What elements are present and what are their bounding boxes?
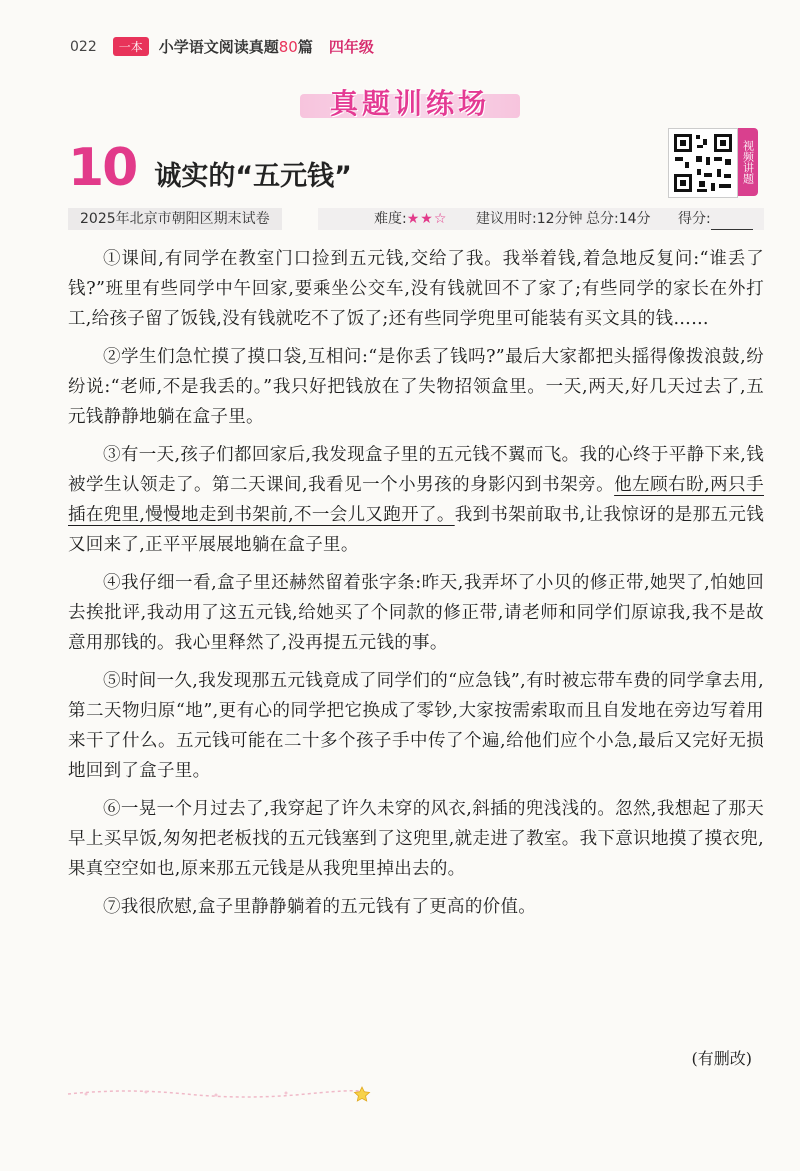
- score-label: 得分:: [678, 211, 711, 227]
- star-icon: [355, 1087, 370, 1101]
- paragraph-3-before: ③有一天,孩子们都回家后,我发现盒子里的五元钱不翼而飞。我的心终于平静下来,钱被学生认领走了。第二天课间,我看见一个小男孩的身影闪到书架旁。: [68, 445, 764, 495]
- qr-code-icon[interactable]: [668, 128, 738, 198]
- difficulty-label: 难度:: [374, 211, 407, 227]
- series-count: 80: [278, 38, 298, 56]
- paragraph-7: ⑦我很欣慰,盒子里静静躺着的五元钱有了更高的价值。: [103, 897, 537, 917]
- series-unit: 篇: [297, 38, 313, 56]
- difficulty-stars: ★★☆: [406, 211, 448, 227]
- paragraph-1: ①课间,有同学在教室门口捡到五元钱,交给了我。我举着钱,着急地反复问:“谁丢了钱?”班里有些同学中午回家,要乘坐公交车,没有钱就回不了家了;有些同学的家长在外打工,给孩子留了饭钱,没有钱就吃不了饭了;还有些同学兜里可能装有买文具的钱……: [68, 249, 764, 329]
- suggested-time: 建议用时:12分钟: [476, 211, 583, 227]
- info-row: [68, 208, 764, 230]
- exam-source: 2025年北京市朝阳区期末试卷: [68, 208, 282, 230]
- article-title: 诚实的“五元钱”: [154, 161, 352, 192]
- brand-badge: 一本: [113, 37, 149, 56]
- paragraph-6: ⑥一晃一个月过去了,我穿起了许久未穿的风衣,斜插的兜浅浅的。忽然,我想起了那天早上买早饭,匆匆把老板找的五元钱塞到了这兜里,就走进了教室。我下意识地摸了摸衣兜,果真空空如也,原来那五元钱是从我兜里掉出去的。: [68, 799, 764, 879]
- paragraph-4: ④我仔细一看,盒子里还赫然留着张字条:昨天,我弄坏了小贝的修正带,她哭了,怕她回去挨批评,我动用了这五元钱,给她买了个同款的修正带,请老师和同学们原谅我,我不是故意用那钱的。我心里释然了,没再提五元钱的事。: [68, 573, 764, 653]
- page-header: [70, 36, 374, 57]
- score-blank[interactable]: [711, 215, 753, 230]
- difficulty: [374, 208, 447, 230]
- score-field: [678, 208, 753, 230]
- page-number: 022: [70, 38, 97, 55]
- total-score: 总分:14分: [586, 211, 651, 227]
- article-number: 10: [68, 138, 137, 198]
- paragraph-2: ②学生们急忙摸了摸口袋,互相问:“是你丢了钱吗?”最后大家都把头摇得像拨浪鼓,纷纷说:“老师,不是我丢的。”我只好把钱放在了失物招领盒里。一天,两天,好几天过去了,五元钱静静地躺在盒子里。: [68, 347, 764, 427]
- article-body: [68, 244, 764, 930]
- paragraph-5: ⑤时间一久,我发现那五元钱竟成了同学们的“应急钱”,有时被忘带车费的同学拿去用,第二天物归原“地”,更有心的同学把它换成了零钞,大家按需索取而且自发地在旁边写着用来干了什么。五元钱可能在二十多个孩子手中传了个遍,给他们应个小急,最后又完好无损地回到了盒子里。: [68, 671, 764, 781]
- paragraph-3: [68, 440, 764, 560]
- edit-note: (有删改): [691, 1049, 752, 1068]
- banner-text: 真题训练场: [329, 87, 490, 120]
- paragraph-3-after: 我到书架前取书,让我惊讶的是那五元钱又回来了,正平平展展地躺在盒子里。: [68, 505, 764, 555]
- underlined-sentence: 他左顾右盼,两只手插在兜里,慢慢地走到书架前,不一会儿又跑开了。: [68, 475, 764, 525]
- qr-video-label: 视频讲题: [738, 128, 758, 196]
- decorative-divider: [66, 1086, 386, 1102]
- series-name: 小学语文阅读真题: [158, 38, 279, 56]
- series-title: [159, 36, 313, 57]
- grade-label: 四年级: [328, 38, 374, 56]
- section-banner: [300, 82, 520, 122]
- article-title-row: [68, 138, 352, 198]
